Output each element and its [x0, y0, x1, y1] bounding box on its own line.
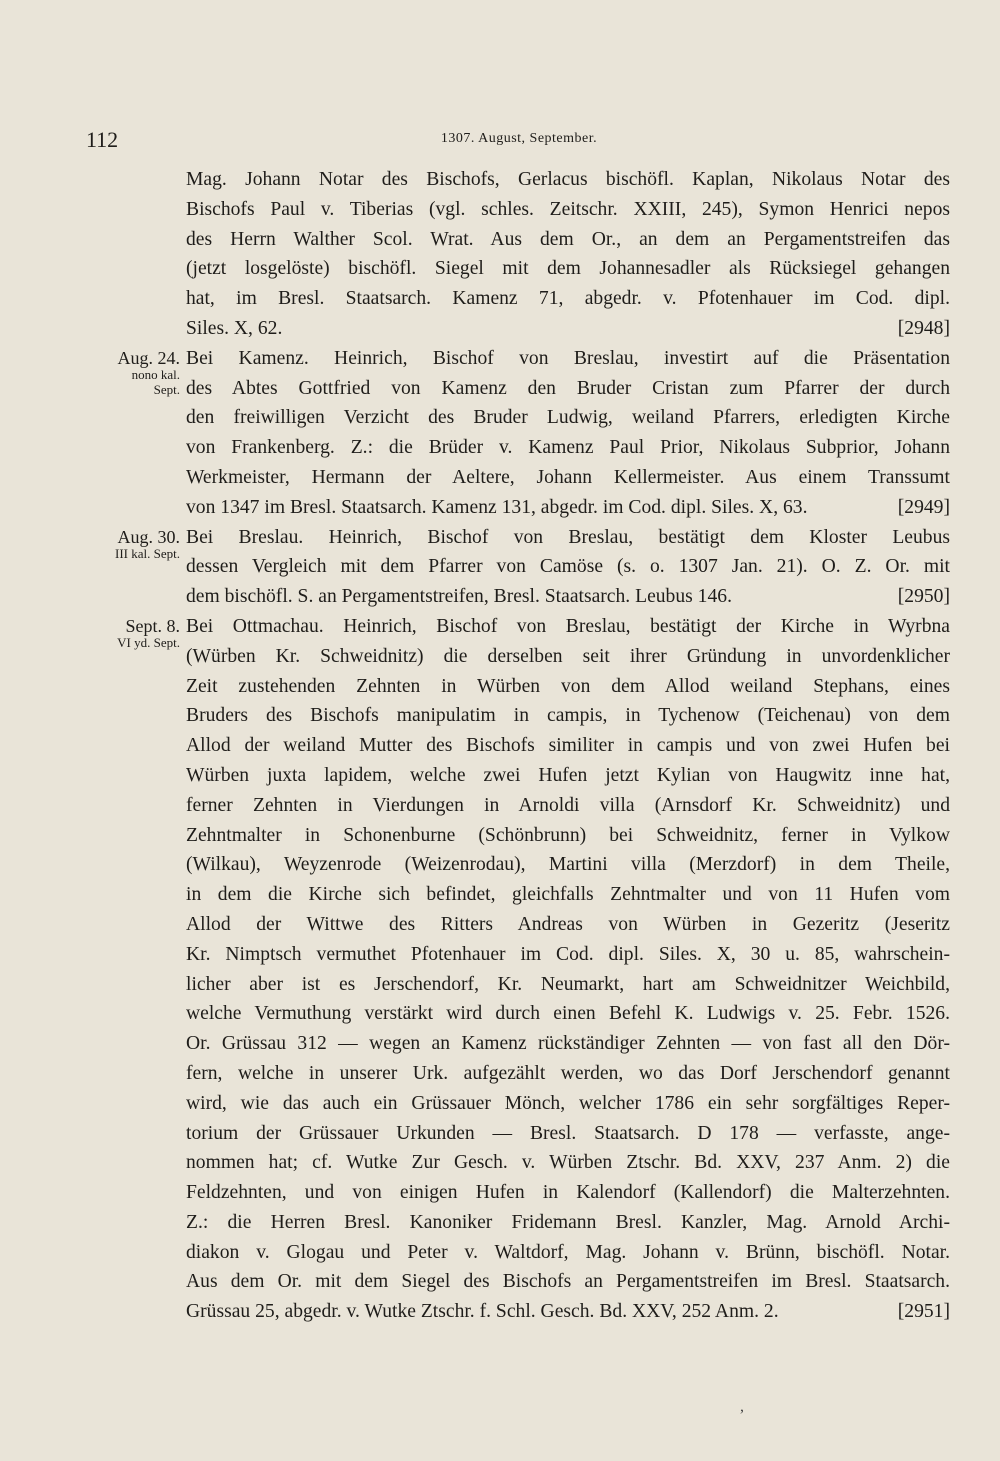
text-line-content: in dem die Kirche sich befindet, gleichfalls Zehntmalter und von 11 Hufen vom — [186, 884, 950, 906]
text-line — [186, 999, 950, 1029]
document-body — [74, 165, 954, 1327]
text-line-content: Werkmeister, Hermann der Aeltere, Johann Kellermeister. Aus einem Transsumt — [186, 466, 950, 488]
text-line-content: (Würben Kr. Schweidnitz) die derselben seit ihrer Gründung in unvordenklicher — [186, 645, 950, 667]
text-line-content: Allod der weiland Mutter des Bischofs similiter in campis und von zwei Hufen bei — [186, 735, 950, 757]
text-line — [186, 672, 950, 702]
text-line — [186, 433, 950, 463]
text-line — [186, 493, 950, 523]
entry-text — [186, 612, 950, 1327]
text-line-content: Würben juxta lapidem, welche zwei Hufen jetzt Kylian von Haugwitz inne hat, — [186, 764, 950, 786]
text-line — [186, 1029, 950, 1059]
margin-date — [74, 347, 180, 397]
margin-date-line: Aug. 30. — [117, 526, 180, 547]
text-line-content: Allod der Wittwe des Ritters Andreas von Würben in Gezeritz (Jeseritz — [186, 913, 950, 935]
document-number: [2951] — [897, 1301, 950, 1323]
text-line — [186, 940, 950, 970]
text-line — [186, 1267, 950, 1297]
margin-date — [74, 615, 180, 650]
text-line-content: hat, im Bresl. Staatsarch. Kamenz 71, abgedr. v. Pfotenhauer im Cod. dipl. — [186, 288, 950, 310]
text-line — [186, 821, 950, 851]
text-line-content: Grüssau 25, abgedr. v. Wutke Ztschr. f. Schl. Gesch. Bd. XXV, 252 Anm. 2. — [186, 1301, 779, 1323]
text-line — [186, 701, 950, 731]
text-line-content: von 1347 im Bresl. Staatsarch. Kamenz 131, abgedr. im Cod. dipl. Siles. X, 63. — [186, 496, 808, 518]
text-line-content: Bischofs Paul v. Tiberias (vgl. schles. Zeitschr. XXIII, 245), Symon Henrici nepos — [186, 198, 950, 220]
text-line-content: Bruders des Bischofs manipulatim in campis, in Tychenow (Teichenau) von dem — [186, 705, 950, 727]
text-line-content: (jetzt losgelöste) bischöfl. Siegel mit dem Johannesadler als Rücksiegel gehangen — [186, 258, 950, 280]
text-line-content: Bei Breslau. Heinrich, Bischof von Breslau, bestätigt dem Kloster Leubus — [186, 526, 950, 548]
text-line-content: welche Vermuthung verstärkt wird durch einen Befehl K. Ludwigs v. 25. Febr. 1526. — [186, 1003, 950, 1025]
text-line-content: Aus dem Or. mit dem Siegel des Bischofs an Pergamentstreifen im Bresl. Staatsarch. — [186, 1271, 950, 1293]
text-line-content: Zeit zustehenden Zehnten in Würben von dem Allod weiland Stephans, eines — [186, 675, 950, 697]
text-line-content: dem bischöfl. S. an Pergamentstreifen, Bresl. Staatsarch. Leubus 146. — [186, 586, 732, 608]
document-number: [2949] — [897, 496, 950, 518]
text-line — [186, 1148, 950, 1178]
text-line-content: Zehntmalter in Schonenburne (Schönbrunn) bei Schweidnitz, ferner in Vylkow — [186, 824, 950, 846]
text-line-content: des Herrn Walther Scol. Wrat. Aus dem Or., an dem an Pergamentstreifen das — [186, 228, 950, 250]
text-line — [186, 284, 950, 314]
entry-text — [186, 523, 950, 612]
text-line-content: von Frankenberg. Z.: die Brüder v. Kamenz Paul Prior, Nikolaus Subprior, Johann — [186, 437, 950, 459]
text-line — [186, 791, 950, 821]
page-number: 112 — [86, 127, 119, 152]
text-line — [186, 314, 950, 344]
text-line-content: wird, wie das auch ein Grüssauer Mönch, welcher 1786 ein sehr sorgfältiges Reper- — [186, 1092, 950, 1114]
running-header — [86, 127, 952, 157]
text-line — [186, 910, 950, 940]
document-entry — [74, 523, 954, 612]
text-line — [186, 1089, 950, 1119]
entry-text — [186, 165, 950, 344]
margin-date-line: VI yd. Sept. — [117, 634, 180, 650]
margin-date-line: Sept. — [153, 381, 180, 397]
text-line — [186, 761, 950, 791]
document-entry — [74, 165, 954, 344]
text-line — [186, 880, 950, 910]
text-line — [186, 1297, 950, 1327]
text-line — [186, 970, 950, 1000]
text-line — [186, 374, 950, 404]
text-line-content: diakon v. Glogau und Peter v. Waltdorf, Mag. Johann v. Brünn, bischöfl. Notar. — [186, 1241, 950, 1263]
margin-date-line: Sept. 8. — [125, 615, 180, 636]
text-line-content: Siles. X, 62. — [186, 317, 283, 339]
text-line — [186, 225, 950, 255]
document-number: [2950] — [897, 586, 950, 608]
text-line-content: Mag. Johann Notar des Bischofs, Gerlacus bischöfl. Kaplan, Nikolaus Notar des — [186, 169, 950, 190]
text-line-content: ferner Zehnten in Vierdungen in Arnoldi villa (Arnsdorf Kr. Schweidnitz) und — [186, 794, 950, 816]
text-line — [186, 552, 950, 582]
text-line — [186, 403, 950, 433]
text-line — [186, 642, 950, 672]
text-line — [186, 612, 950, 642]
text-line-content: Kr. Nimptsch vermuthet Pfotenhauer im Cod. dipl. Siles. X, 30 u. 85, wahrschein- — [186, 943, 950, 965]
text-line-content: (Wilkau), Weyzenrode (Weizenrodau), Martini villa (Merzdorf) in dem Theile, — [186, 854, 950, 876]
text-line-content: den freiwilligen Verzicht des Bruder Ludwig, weiland Pfarrers, erledigten Kirche — [186, 407, 950, 429]
text-line — [186, 1178, 950, 1208]
text-line — [186, 731, 950, 761]
document-number: [2948] — [897, 317, 950, 339]
text-line-content: nommen hat; cf. Wutke Zur Gesch. v. Würben Ztschr. Bd. XXV, 237 Anm. 2) die — [186, 1152, 950, 1174]
text-line — [186, 850, 950, 880]
text-line-content: licher aber ist es Jerschendorf, Kr. Neumarkt, hart am Schweidnitzer Weichbild, — [186, 973, 950, 995]
text-line-content: Or. Grüssau 312 — wegen an Kamenz rückständiger Zehnten — von fast all den Dör- — [186, 1033, 950, 1055]
text-line — [186, 1208, 950, 1238]
ink-speck: , — [740, 1398, 744, 1415]
text-line — [186, 523, 950, 553]
text-line — [186, 195, 950, 225]
text-line-content: Bei Kamenz. Heinrich, Bischof von Breslau, investirt auf die Präsentation — [186, 347, 950, 369]
text-line-content: dessen Vergleich mit dem Pfarrer von Camöse (s. o. 1307 Jan. 21). O. Z. Or. mit — [186, 556, 950, 578]
document-entry — [74, 344, 954, 523]
margin-date-line: III kal. Sept. — [115, 545, 180, 561]
text-line — [186, 1059, 950, 1089]
text-line — [186, 165, 950, 195]
text-line-content: Z.: die Herren Bresl. Kanoniker Fridemann Bresl. Kanzler, Mag. Arnold Archi- — [186, 1211, 950, 1233]
running-title: 1307. August, September. — [440, 131, 598, 146]
text-line — [186, 463, 950, 493]
text-line-content: fern, welche in unserer Urk. aufgezählt werden, wo das Dorf Jerschendorf genannt — [186, 1062, 950, 1084]
margin-date — [74, 526, 180, 561]
entry-text — [186, 344, 950, 523]
text-line-content: des Abtes Gottfried von Kamenz den Bruder Cristan zum Pfarrer der durch — [186, 377, 950, 399]
margin-date-line: nono kal. — [131, 366, 180, 382]
margin-date-line: Aug. 24. — [117, 347, 180, 368]
text-line — [186, 1119, 950, 1149]
text-line-content: torium der Grüssauer Urkunden — Bresl. Staatsarch. D 178 — verfasste, ange- — [186, 1122, 950, 1144]
text-line — [186, 582, 950, 612]
text-line-content: Feldzehnten, und von einigen Hufen in Kalendorf (Kallendorf) die Malterzehnten. — [186, 1182, 950, 1204]
text-line-content: Bei Ottmachau. Heinrich, Bischof von Breslau, bestätigt der Kirche in Wyrbna — [186, 615, 950, 637]
text-line — [186, 344, 950, 374]
text-line — [186, 254, 950, 284]
document-entry — [74, 612, 954, 1327]
text-line — [186, 1238, 950, 1268]
